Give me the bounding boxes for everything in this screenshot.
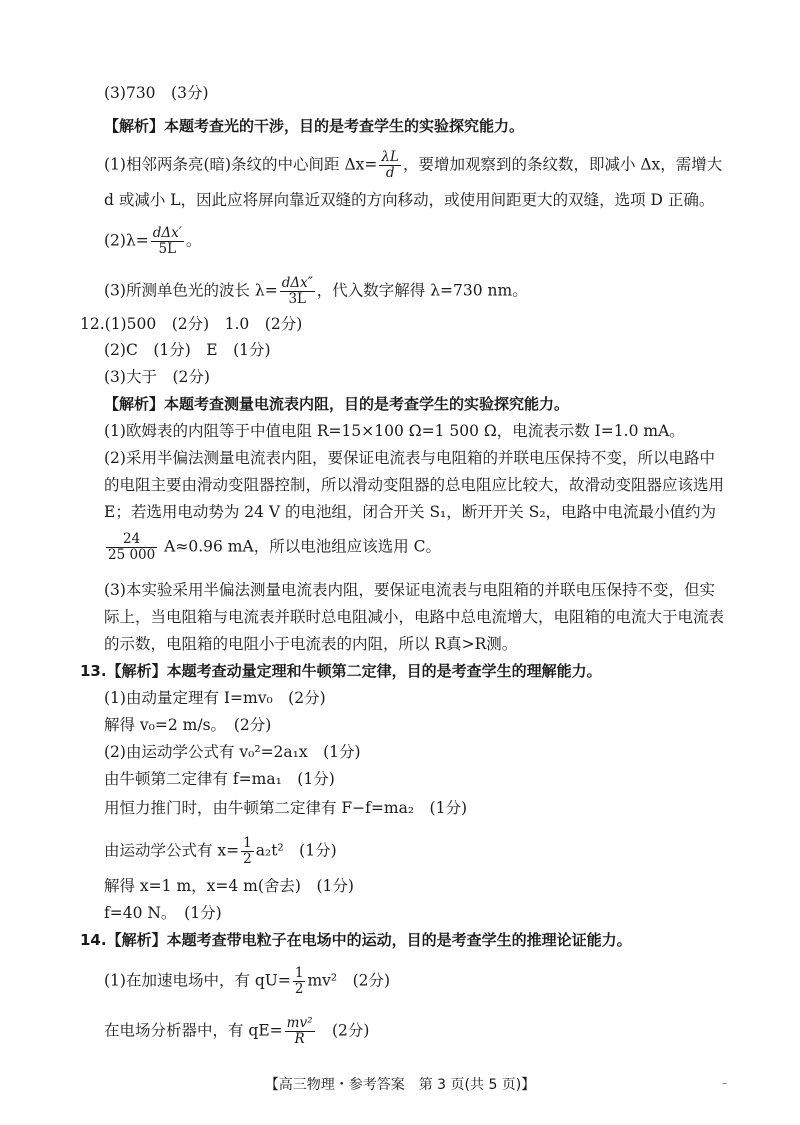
- text: (2)采用半偏法测量电流表内阻，要保证电流表与电阻箱的并联电压保持不变，所以电路中: [104, 449, 715, 467]
- solution-14-1: [104, 966, 390, 997]
- text: 【解析】本题考查测量电流表内阻，目的是考查学生的实验探究能力。: [104, 395, 570, 413]
- analysis-12-3-cont2: [104, 634, 517, 654]
- analysis-11-3: [104, 276, 528, 307]
- text: (2)C (1分) E (1分): [104, 341, 271, 359]
- text: 的电阻主要由滑动变阻器控制，所以滑动变阻器的总电阻应比较大，故滑动变阻器应该选用: [104, 476, 725, 494]
- text: (2)由运动学公式有 v₀²=2a₁x (1分): [104, 743, 361, 761]
- text: mv² (2分): [307, 971, 391, 990]
- analysis-12-1: [104, 421, 685, 441]
- solution-13-2-force: [104, 903, 222, 923]
- answer-11-3: [104, 83, 209, 103]
- text: d 或减小 L，因此应将屏向靠近双缝的方向移动，或使用间距更大的双缝，选项 D 正确。: [104, 191, 715, 209]
- text: (3)730 (3分): [104, 84, 209, 102]
- text: (3)大于 (2分): [104, 368, 210, 386]
- analysis-heading-11: [104, 116, 524, 136]
- text: 在电场分析器中，有 qE=: [104, 1021, 283, 1040]
- analysis-12-2-cont1: [104, 475, 724, 495]
- fraction-centripetal: $\frac{\text{mv²}}{R}$: [286, 1015, 313, 1047]
- answer-12-2: [104, 340, 271, 360]
- text: (2)λ=: [104, 231, 149, 250]
- text: (3)所测单色光的波长 λ=: [104, 281, 278, 300]
- corner-mark: –: [722, 1078, 727, 1089]
- text: 。: [185, 231, 202, 250]
- text: E；若选用电动势为 24 V 的电池组，闭合开关 S₁，断开开关 S₂，电路中电流最小值约为: [104, 503, 717, 521]
- answer-12-1: [80, 314, 302, 334]
- answer-12-3: [104, 367, 210, 387]
- text: 【解析】本题考查光的干涉，目的是考查学生的实验探究能力。: [104, 117, 525, 135]
- analysis-12-3-cont1: [104, 607, 724, 627]
- fraction-one-half: $\frac{1}{2}$: [243, 835, 252, 867]
- text: (3)本实验采用半偏法测量电流表内阻，要保证电流表与电阻箱的并联电压保持不变，但实: [104, 581, 715, 599]
- analysis-11-1-cont: [104, 190, 714, 210]
- solution-13-2-result: [104, 876, 354, 896]
- text: (1)在加速电场中，有 qU=: [104, 971, 291, 990]
- solution-13-1-result: [104, 715, 271, 735]
- text: 解得 x=1 m，x=4 m(舍去) (1分): [104, 877, 354, 895]
- fraction-wavelength-3: $\frac{\text{dΔx″}}{3L}$: [281, 275, 313, 307]
- analysis-11-1: [104, 150, 722, 181]
- solution-13-2: [104, 742, 361, 762]
- text: (1)相邻两条亮(暗)条纹的中心间距 Δx=: [104, 155, 378, 174]
- text: 13.【解析】本题考查动量定理和牛顿第二定律，目的是考查学生的理解能力。: [80, 662, 602, 680]
- analysis-heading-12: [104, 394, 569, 414]
- text: 14.【解析】本题考查带电粒子在电场中的运动，目的是考查学生的推理论证能力。: [80, 931, 632, 949]
- text: 用恒力推门时，由牛顿第二定律有 F−f=ma₂ (1分): [104, 799, 468, 817]
- fraction-current: $\frac{24}{25 000}$: [108, 531, 156, 563]
- analysis-12-2-cont2: [104, 502, 716, 522]
- page-footer: 【高三物理・参考答案 第 3 页(共 5 页)】: [264, 1077, 536, 1093]
- fraction-one-half: $\frac{1}{2}$: [294, 965, 304, 997]
- analysis-heading-13: [80, 661, 602, 681]
- text: 的示数，电阻箱的电阻小于电流表的内阻，所以 R真>R测。: [104, 635, 518, 653]
- solution-14-1-analyzer: [104, 1016, 369, 1047]
- solution-13-2-kinematics: [104, 836, 337, 867]
- analysis-heading-14: [80, 930, 632, 950]
- text: 由运动学公式有 x=: [104, 841, 240, 860]
- analysis-12-3: [104, 580, 715, 600]
- text: ，代入数字解得 λ=730 nm。: [316, 281, 528, 300]
- solution-13-2-newton: [104, 769, 335, 789]
- text: 解得 v₀=2 m/s。 (2分): [104, 716, 272, 734]
- fraction-lambda-l-over-d: $\frac{\lambda L}{d}$: [381, 149, 399, 181]
- text: (1)欧姆表的内阻等于中值电阻 R=15×100 Ω=1 500 Ω，电流表示数 I=1.0 mA。: [104, 422, 685, 440]
- text: (1)由动量定理有 I=mv₀ (2分): [104, 689, 326, 707]
- text: f=40 N。 (1分): [104, 904, 222, 922]
- text: ，要增加观察到的条纹数，即减小 Δx，需增大: [402, 155, 723, 174]
- text: a₂t² (1分): [255, 841, 337, 860]
- solution-13-1: [104, 688, 326, 708]
- text: (2分): [316, 1021, 370, 1040]
- text: 际上，当电阻箱与电流表并联时总电阻减小，电路中总电流增大，电阻箱的电流大于电流表: [104, 608, 725, 626]
- text: A≈0.96 mA，所以电池组应该选用 C。: [159, 537, 441, 556]
- analysis-12-2-cont3: [104, 532, 441, 563]
- text: 12.(1)500 (2分) 1.0 (2分): [80, 315, 303, 333]
- analysis-12-2: [104, 448, 715, 468]
- text: 由牛顿第二定律有 f=ma₁ (1分): [104, 770, 335, 788]
- analysis-11-2: [104, 226, 201, 257]
- solution-13-2-push: [104, 798, 467, 818]
- fraction-wavelength-2: $\frac{\text{dΔx′}}{5L}$: [152, 225, 182, 257]
